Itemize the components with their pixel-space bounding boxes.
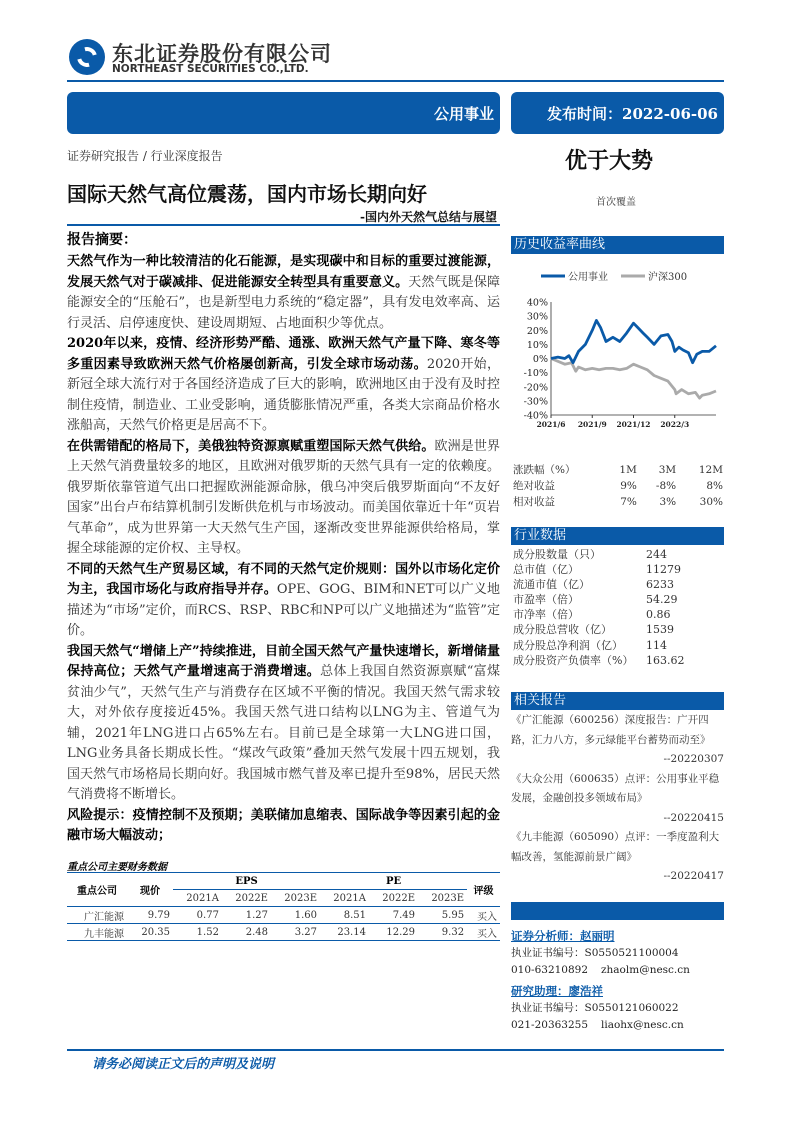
- cell: 1M: [619, 464, 637, 476]
- company-name-en: NORTHEAST SECURITIES CO.,LTD.: [112, 63, 309, 75]
- cell: 5.95: [441, 909, 465, 921]
- value: 244: [646, 548, 667, 561]
- legend-label: 沪深300: [648, 272, 688, 283]
- value: 6233: [646, 578, 674, 592]
- industry-section-header: 行业数据: [511, 527, 724, 545]
- cell: -8%: [655, 480, 677, 492]
- list-item: [513, 638, 726, 653]
- analyst-phone: 010-63210892: [511, 964, 589, 976]
- cell: 2.48: [245, 926, 268, 938]
- cell: 8%: [706, 480, 723, 492]
- value: 1539: [646, 623, 674, 637]
- company-logo-icon: [69, 39, 105, 75]
- cell: 23.14: [337, 926, 366, 938]
- report-date: --20220307: [663, 753, 724, 765]
- list-item: [513, 547, 726, 562]
- summary-paragraph: 不同的天然气生产贸易区域，有不同的天然气定价规则：国外以市场化定价为主，我国市场化与政府指导并存。OPE、GOG、BIM和NET可以广义地描述为“市场”定价，而RCS、RSP、RBC和NP可以广义地描述为“监管”定价。: [67, 561, 500, 638]
- cell: 买入: [477, 911, 497, 923]
- table-row: [67, 924, 500, 941]
- cell: 7%: [620, 496, 637, 508]
- report-type: 证券研究报告 / 行业深度报告: [67, 149, 223, 163]
- label: 总市值（亿）: [513, 563, 579, 577]
- y-tick-label: 0%: [532, 354, 548, 365]
- summary-paragraph: 在供需错配的格局下，美俄独特资源禀赋重塑国际天然气供给。欧洲是世界上天然气消费量较多的地区，且欧洲对俄罗斯的天然气具有一定的依赖度。俄罗斯依靠管道气出口把握欧洲能源命脉，俄乌冲突后俄罗斯面向“不友好国家”出台卢布结算机制引发断供危机与市场波动。而美国依靠近十年“页岩气革命”，成为世界第一大天然气生产国，逐渐改变世界能源供给格局，掌握全球能源的定价权、主导权。: [67, 438, 500, 556]
- industry-banner: [67, 92, 500, 134]
- year-header: 2021A: [186, 892, 219, 904]
- value: 163.62: [646, 653, 685, 667]
- cell: 7.49: [392, 909, 416, 921]
- y-tick-label: 40%: [526, 297, 548, 309]
- analyst-name: 证券分析师：赵丽明: [511, 929, 615, 943]
- industry-data-list: [513, 547, 726, 668]
- assistant-cert: 执业证书编号：S0550121060022: [511, 1002, 679, 1014]
- year-header: 2022E: [382, 892, 416, 904]
- report-date: --20220417: [663, 870, 724, 882]
- x-tick-label: 2021/6: [536, 420, 566, 429]
- y-tick-label: -20%: [523, 382, 548, 394]
- industry-label: 公用事业: [433, 104, 494, 123]
- publish-date-banner: [511, 92, 724, 134]
- label: 市盈率（倍）: [513, 593, 579, 607]
- col-eps: EPS: [173, 873, 320, 890]
- cell: 12.29: [386, 926, 416, 938]
- value: 11279: [646, 563, 681, 577]
- list-item: [513, 622, 726, 637]
- footer-disclaimer: 请务必阅读正文后的声明及说明: [92, 1057, 275, 1072]
- cell: 12M: [698, 464, 723, 476]
- cell: 9.32: [441, 926, 465, 938]
- x-tick-label: 2021/12: [616, 420, 651, 429]
- analyst-cert: 执业证书编号：S0550521100004: [511, 947, 679, 959]
- year-header: 2023E: [284, 892, 318, 904]
- summary-paragraph: 我国天然气“增储上产”持续推进，目前全国天然气产量快速增长，新增储量保持高位；天然气产量增速高于消费增速。总体上我国自然资源禀赋“富煤贫油少气”，天然气生产与消费存在区域不平衡的情况。我国天然气需求较大，对外依存度接近45%。我国天然气进口结构以LNG为主、管道气为辅，2021年LNG进口占65%左右。目前已是全球第一大LNG进口国，LNG业务具备长期成长性。“煤改气政策”叠加天然气发展十四五规划，我国天然气市场格局长期向好。我国城市燃气普及率已提升至98%，居民天然气消费将不断增长。: [67, 643, 500, 802]
- coverage: 首次覆盖: [596, 197, 636, 208]
- page-title: 国际天然气高位震荡，国内市场长期向好: [67, 182, 427, 206]
- label: 流通市值（亿）: [513, 578, 590, 592]
- summary-paragraph: 2020年以来，疫情、经济形势严酷、通涨、欧洲天然气产量下降、寒冬等多重因素导致欧洲天然气价格屡创新高，引发全球市场动荡。2020开始，新冠全球大流行对于各国经济造成了巨大的影响，欧洲地区由于没有及时控制住疫情，制造业、工业受影响，通货膨胀情况严重，各类大宗商品价格水涨船高，天然气价格更是居高不下。: [67, 336, 500, 433]
- col-company: 重点公司: [77, 886, 117, 897]
- return-chart: [511, 262, 724, 442]
- y-tick-label: 30%: [526, 311, 548, 323]
- page-subtitle: -国内外天然气总结与展望: [360, 210, 497, 224]
- analyst-section-header: [511, 902, 724, 920]
- col-pe: PE: [320, 873, 467, 890]
- company-name-cn: 东北证券股份有限公司: [112, 42, 332, 66]
- list-item: [513, 592, 726, 607]
- cell: 30%: [699, 496, 723, 508]
- cell: 3.27: [294, 926, 318, 938]
- year-header: 2022E: [235, 892, 268, 904]
- related-section-header: 相关报告: [511, 692, 724, 710]
- cell: 3%: [659, 496, 677, 508]
- cell: 9.79: [147, 909, 170, 921]
- title-divider: [67, 224, 500, 226]
- x-tick-label: 2021/9: [577, 420, 607, 429]
- value: 54.29: [646, 593, 678, 607]
- related-report-link[interactable]: 《大众公用（600635）点评：公用事业平稳发展，金融创投多领域布局》: [511, 772, 720, 804]
- analyst-info: [511, 928, 690, 1034]
- label: 成分股总净利润（亿）: [513, 638, 623, 652]
- publish-date: 发布时间：2022-06-06: [547, 104, 718, 123]
- cell: 买入: [477, 928, 497, 940]
- cell: 九丰能源: [84, 928, 124, 940]
- table-row: [67, 907, 500, 924]
- risk-paragraph: 风险提示：疫情控制不及预期；美联储加息缩表、国际战争等因素引起的金融市场大幅波动；: [67, 807, 500, 843]
- analyst-email[interactable]: zhaolm@nesc.cn: [601, 964, 690, 976]
- cell: 0.77: [196, 909, 219, 921]
- related-report-link[interactable]: 《九丰能源（605090）点评：一季度盈利大幅改善，氢能源前景广阔》: [511, 831, 720, 863]
- legend-label: 公用事业: [568, 272, 608, 283]
- assistant-name: 研究助理：廖浩祥: [511, 984, 603, 998]
- cell: 绝对收益: [513, 480, 555, 492]
- related-reports: [511, 711, 724, 887]
- col-price: 现价: [140, 886, 160, 897]
- y-tick-label: -10%: [523, 368, 548, 380]
- fin-table: [67, 872, 500, 941]
- col-rating: 评级: [473, 886, 494, 897]
- cell: 1.52: [196, 926, 219, 938]
- cell: 1.60: [294, 909, 318, 921]
- cell: 相对收益: [513, 496, 555, 508]
- list-item: [513, 653, 726, 668]
- y-tick-label: 10%: [526, 339, 548, 351]
- value: 114: [646, 638, 667, 652]
- cell: 3M: [658, 464, 677, 476]
- series-line-utilities: [551, 320, 716, 362]
- cell: 9%: [620, 480, 637, 492]
- summary-paragraph: 天然气作为一种比较清洁的化石能源，是实现碳中和目标的重要过渡能源，发展天然气对于碳减排、促进能源安全转型具有重要意义。天然气既是保障能源安全的“压舱石”，也是新型电力系统的“稳定器”，具有发电效率高、运行灵活、启停速度快、建设周期短、占地面积少等优点。: [67, 254, 500, 331]
- y-tick-label: -40%: [523, 410, 548, 422]
- rating: 优于大势: [565, 148, 654, 174]
- label: 成分股总营收（亿）: [513, 623, 612, 637]
- cell: 8.51: [343, 909, 366, 921]
- label: 成分股资产负债率（%）: [513, 653, 634, 667]
- assistant-email[interactable]: liaohx@nesc.cn: [601, 1019, 684, 1031]
- year-header: 2023E: [431, 892, 465, 904]
- related-report-link[interactable]: 《广汇能源（600256）深度报告：广开四路，汇力八方，多元绿能平台蓄势而动至》: [511, 714, 711, 746]
- report-date: --20220415: [663, 811, 724, 824]
- footer-divider: [67, 1049, 724, 1051]
- assistant-phone: 021-20363255: [511, 1019, 589, 1031]
- y-tick-label: -30%: [523, 396, 548, 408]
- label: 成分股数量（只）: [513, 548, 601, 561]
- list-item: [513, 562, 726, 577]
- year-header: 2021A: [333, 892, 366, 904]
- chart-section-header: 历史收益率曲线: [511, 236, 724, 254]
- summary-body: [67, 252, 500, 847]
- returns-table: [513, 462, 723, 510]
- fin-table-title: 重点公司主要财务数据: [67, 862, 167, 873]
- cell: 涨跌幅（%）: [513, 464, 576, 476]
- x-tick-label: 2022/3: [660, 420, 690, 429]
- series-line-csi300: [551, 359, 716, 399]
- list-item: [513, 577, 726, 592]
- summary-heading: 报告摘要：: [67, 232, 137, 248]
- list-item: [513, 607, 726, 622]
- cell: 1.27: [245, 909, 268, 921]
- cell: 广汇能源: [84, 911, 124, 923]
- label: 市净率（倍）: [513, 608, 579, 622]
- cell: 20.35: [141, 926, 170, 938]
- y-tick-label: 20%: [526, 325, 548, 337]
- header-divider: [67, 80, 724, 82]
- value: 0.86: [646, 608, 671, 622]
